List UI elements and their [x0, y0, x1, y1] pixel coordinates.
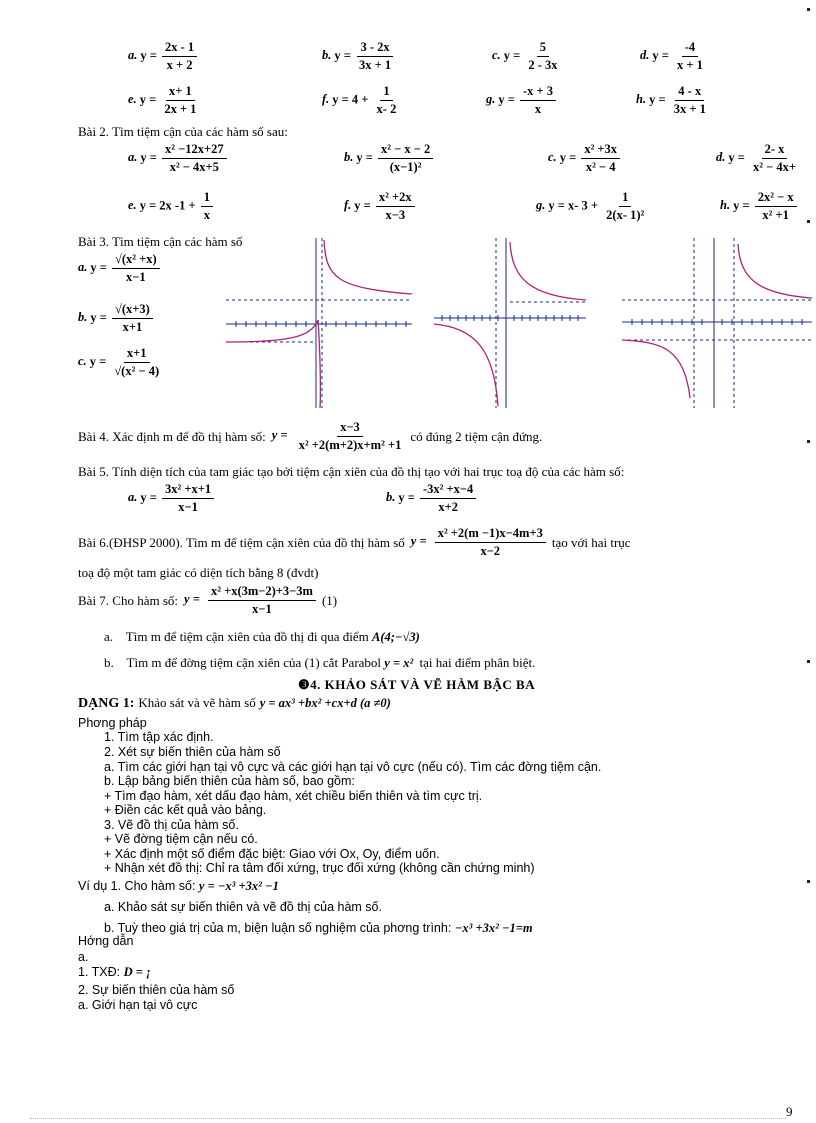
guide-step-a: a. Giới hạn tại vô cực: [78, 998, 198, 1012]
fraction: $\frac{2- x}{\text{x² − 4x+}}$: [753, 142, 796, 174]
bai5-b: b. y = $\frac{\text{-3x² +x−4}}{x+2}$: [386, 482, 478, 515]
fraction: $\frac{1}{x}$: [201, 190, 213, 223]
bai1-c: c. y = $\frac{5}{2 - 3x}$: [492, 40, 562, 73]
fraction: $\frac{\text{2x² − x}}{\text{x² +1}}$: [755, 190, 797, 223]
bai1-h: h. y = $\frac{4 - x}{3x + 1}$: [636, 84, 711, 117]
fraction: $\frac{\text{x² +x(3m−2)+3−3m}}{x-1}$: [208, 584, 316, 617]
fraction: $\frac{-4}{x + 1}$: [677, 40, 703, 72]
bai1-f: f. y = 4 + $\frac{1}{x- 2}$: [322, 84, 401, 117]
fraction: $\frac{1}{x- 2}$: [376, 84, 397, 116]
bai1-b: b. y = $\frac{3 - 2x}{3x + 1}$: [322, 40, 396, 73]
margin-mark: [807, 8, 810, 11]
margin-mark: [807, 880, 810, 883]
bai3-a: a. y = $\frac{\text{√(x² +x)}}{x-1}$: [78, 252, 162, 285]
bai3-b: b. y = $\frac{√(x+3)}{x+1}$: [78, 302, 155, 335]
bai2-f: f. y = $\frac{\text{x² +2x}}{x-3}$: [344, 190, 417, 223]
curve-branch-right: [510, 242, 586, 300]
curve-branch-left: [434, 324, 498, 406]
bai2-title: Bài 2. Tìm tiệm cận của các hàm số sau:: [78, 124, 288, 139]
fraction: $\frac{\text{√(x² +x)}}{x-1}$: [112, 252, 160, 285]
bai2-a: a. y = $\frac{\text{x² −12x+27}}{\text{x² − 4x+5}}$: [128, 142, 229, 175]
method-title: Phơng pháp: [78, 716, 147, 730]
method-step-1: 1. Tìm tập xác định.: [104, 730, 214, 744]
fraction: $\frac{3 - 2x}{3x + 1}$: [359, 40, 392, 72]
method-point-3: + Vẽ đờng tiệm cận nếu có.: [104, 832, 258, 846]
graph-3: [622, 238, 812, 408]
fraction: $\frac{√(x+3)}{x+1}$: [112, 302, 153, 335]
method-step-3: 3. Vẽ đồ thị của hàm số.: [104, 818, 239, 832]
bai3-c: c. y = $\frac{x+1}{\text{√(x² − 4)}}$: [78, 346, 164, 379]
fraction: $\frac{x-3}{\text{x² +2(m+2)x+m² +1}}$: [298, 420, 402, 452]
fraction: $\frac{4 - x}{3x + 1}$: [673, 84, 706, 116]
margin-mark: [807, 220, 810, 223]
fraction: $\frac{\text{-3x² +x−4}}{x+2}$: [420, 482, 476, 515]
fraction: $\frac{2x - 1}{x + 2}$: [162, 40, 197, 73]
bai2-c: c. y = $\frac{\text{x² +3x}}{\text{x² − 4}}$: [548, 142, 622, 175]
bai1-d: d. y = $\frac{-4}{x + 1}$: [640, 40, 708, 73]
fraction: $\frac{\text{x² − x − 2}}{\text{(x−1)²}}$: [378, 142, 433, 175]
bai1-e: e. y = $\frac{x+ 1}{2x + 1}$: [128, 84, 201, 117]
fraction: $\frac{5}{2 - 3x}$: [528, 40, 558, 72]
fraction: $\frac{\text{3x² +x+1}}{x-1}$: [162, 482, 214, 515]
fraction: $\frac{\text{x² +2x}}{x-3}$: [376, 190, 415, 223]
margin-mark: [807, 440, 810, 443]
example-b: b. Tuỳ theo giá trị của m, biện luận số nghiệm của phơng trình: −x³ +3x² −1=m: [104, 921, 533, 935]
bai6: Bài 6.(ĐHSP 2000). Tìm m để tiệm cận xiên của đồ thị hàm số y = $\frac{\text{x² +2(m −1)x−4m+3}}{x-2}$ tạo với hai trục: [78, 526, 631, 558]
fraction: $\frac{-x + 3}{x}$: [520, 84, 556, 117]
bai4: Bài 4. Xác định m để đồ thị hàm số: y = $\frac{x-3}{\text{x² +2(m+2)x+m² +1}}$ có đúng 2 tiệm cận đứng.: [78, 420, 543, 452]
method-step-a: a. Tìm các giới hạn tại vô cực và các giới hạn tại vô cực (nếu có). Tìm các đờng tiệm cận.: [104, 760, 602, 774]
bai2-h: h. y = $\frac{\text{2x² − x}}{\text{x² +1}}$: [720, 190, 799, 223]
method-point-2: + Điền các kết quả vào bảng.: [104, 803, 267, 817]
method-point-1: + Tìm đạo hàm, xét dấu đạo hàm, xét chiều biến thiên và tìm cực trị.: [104, 789, 483, 803]
footer-divider: [30, 1118, 786, 1119]
bai5-text: Bài 5. Tính diện tích của tam giác tạo bởi tiệm cận xiên của đồ thị tạo với hai trục toạ độ của các hàm số:: [78, 464, 625, 479]
example-1: Ví dụ 1. Cho hàm số: y = −x³ +3x² −1: [78, 879, 279, 893]
curve-branch-left: [226, 320, 320, 408]
example-a: a. Khảo sát sự biến thiên và vẽ đồ thị của hàm số.: [104, 900, 382, 914]
guide-txd: 1. TXĐ: D = ¡: [78, 965, 151, 979]
method-step-2: 2. Xét sự biến thiên của hàm số: [104, 745, 281, 759]
bai1-a: a. y = $\frac{2x - 1}{x + 2}$: [128, 40, 199, 73]
fraction: $\frac{x+1}{\text{√(x² − 4)}}$: [114, 346, 160, 378]
fraction: $\frac{\text{x² +3x}}{\text{x² − 4}}$: [581, 142, 620, 175]
method-point-5: + Nhận xét đồ thị: Chỉ ra tâm đối xứng, trục đối xứng (không cần chứng minh): [104, 861, 535, 875]
guide-a: a.: [78, 950, 89, 964]
bai7-b: b. Tìm m để đờng tiệm cận xiên của (1) cắt Parabol y = x² tại hai điểm phân biệt.: [104, 655, 536, 670]
curve-branch-right: [324, 240, 412, 294]
bai7: Bài 7. Cho hàm số: y = $\frac{\text{x² +x(3m−2)+3−3m}}{x-1}$ (1): [78, 584, 338, 616]
method-point-4: + Xác định một số điểm đặc biệt: Giao với Ox, Oy, điểm uốn.: [104, 847, 440, 861]
bai2-b: b. y = $\frac{\text{x² − x − 2}}{\text{(x−1)²}}$: [344, 142, 435, 175]
page-number: 9: [786, 1104, 793, 1119]
graph-1: [226, 238, 412, 408]
graph-2: [434, 238, 586, 408]
bai2-d: d. y = $\frac{2- x}{\text{x² − 4x+}}$: [716, 142, 801, 175]
fraction: $\frac{1}{\text{2(x- 1)²}}$: [606, 190, 645, 222]
fraction: $\frac{\text{x² −12x+27}}{\text{x² − 4x+5}}$: [162, 142, 227, 175]
guide-title: Hớng dẫn: [78, 934, 134, 948]
bai5-a: a. y = $\frac{\text{3x² +x+1}}{x-1}$: [128, 482, 216, 515]
method-step-b: b. Lập bảng biến thiên của hàm số, bao gồm:: [104, 774, 355, 788]
curve-branch-right: [738, 244, 812, 298]
bai2-e: e. y = 2x -1 + $\frac{1}{x}$: [128, 190, 215, 223]
margin-mark: [807, 660, 810, 663]
section-4-heading: ❸4. KHẢO SÁT VÀ VẼ HÀM BẬC BA: [298, 677, 536, 692]
bai7-a: a. Tìm m để tiệm cận xiên của đồ thị đi qua điểm A(4;−√3): [104, 629, 420, 644]
guide-step-2: 2. Sự biến thiên của hàm số: [78, 983, 235, 997]
bai2-g: g. y = x- 3 + $\frac{1}{\text{2(x- 1)²}}$: [536, 190, 649, 223]
bai3-title: Bài 3. Tìm tiệm cận các hàm số: [78, 234, 243, 249]
curve-branch-left: [622, 340, 690, 398]
bai6-line2: toạ độ một tam giác có diện tích bằng 8 (đvdt): [78, 565, 319, 580]
fraction: $\frac{x+ 1}{2x + 1}$: [164, 84, 197, 116]
bai1-g: g. y = $\frac{-x + 3}{x}$: [486, 84, 558, 117]
fraction: $\frac{\text{x² +2(m −1)x−4m+3}}{x-2}$: [435, 526, 546, 559]
section-number-icon: ❸: [298, 677, 311, 692]
dang1: DẠNG 1: Khảo sát và vẽ hàm số y = ax³ +bx² +cx+d (a ≠0): [78, 695, 391, 711]
